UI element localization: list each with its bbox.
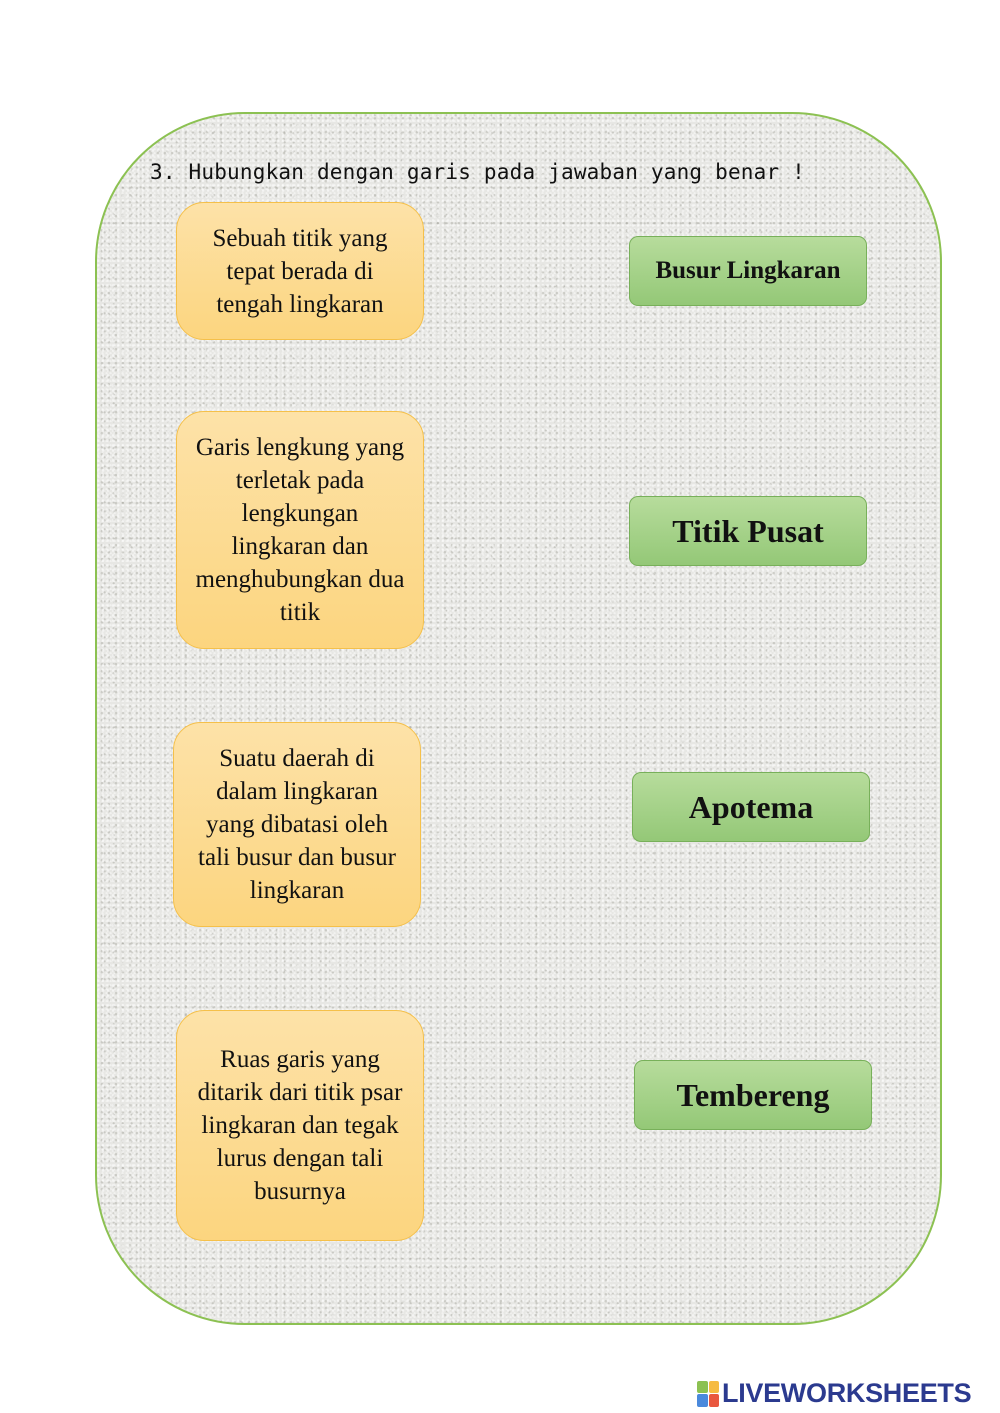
liveworksheets-logo-text: LIVEWORKSHEETS bbox=[722, 1378, 972, 1408]
answer-box-titik-pusat[interactable] bbox=[629, 496, 867, 566]
question-box-4[interactable] bbox=[176, 1010, 424, 1241]
instruction-text: 3. Hubungkan dengan garis pada jawaban yang benar ! bbox=[150, 160, 805, 184]
answer-box-apotema[interactable] bbox=[632, 772, 870, 842]
question-box-2[interactable] bbox=[176, 411, 424, 649]
answer-text: Titik Pusat bbox=[672, 512, 824, 549]
question-text: Suatu daerah di dalam lingkaran yang dibatasi oleh tali busur dan busur lingkaran bbox=[198, 745, 396, 904]
liveworksheets-logo-icon bbox=[697, 1381, 719, 1407]
question-text: Sebuah titik yang tepat berada di tengah lingkaran bbox=[212, 224, 388, 318]
question-text: Ruas garis yang ditarik dari titik psar lingkaran dan tegak lurus dengan tali busurnya bbox=[197, 1046, 403, 1205]
liveworksheets-logo bbox=[697, 1378, 971, 1409]
question-box-1[interactable] bbox=[176, 202, 424, 340]
answer-text: Tembereng bbox=[676, 1076, 830, 1113]
question-box-3[interactable] bbox=[173, 722, 421, 927]
answer-box-busur-lingkaran[interactable] bbox=[629, 236, 867, 306]
answer-box-tembereng[interactable] bbox=[634, 1060, 872, 1130]
question-text: Garis lengkung yang terletak pada lengkungan lingkaran dan menghubungkan dua titik bbox=[195, 434, 405, 626]
answer-text: Apotema bbox=[688, 788, 814, 825]
answer-text: Busur Lingkaran bbox=[655, 257, 841, 284]
